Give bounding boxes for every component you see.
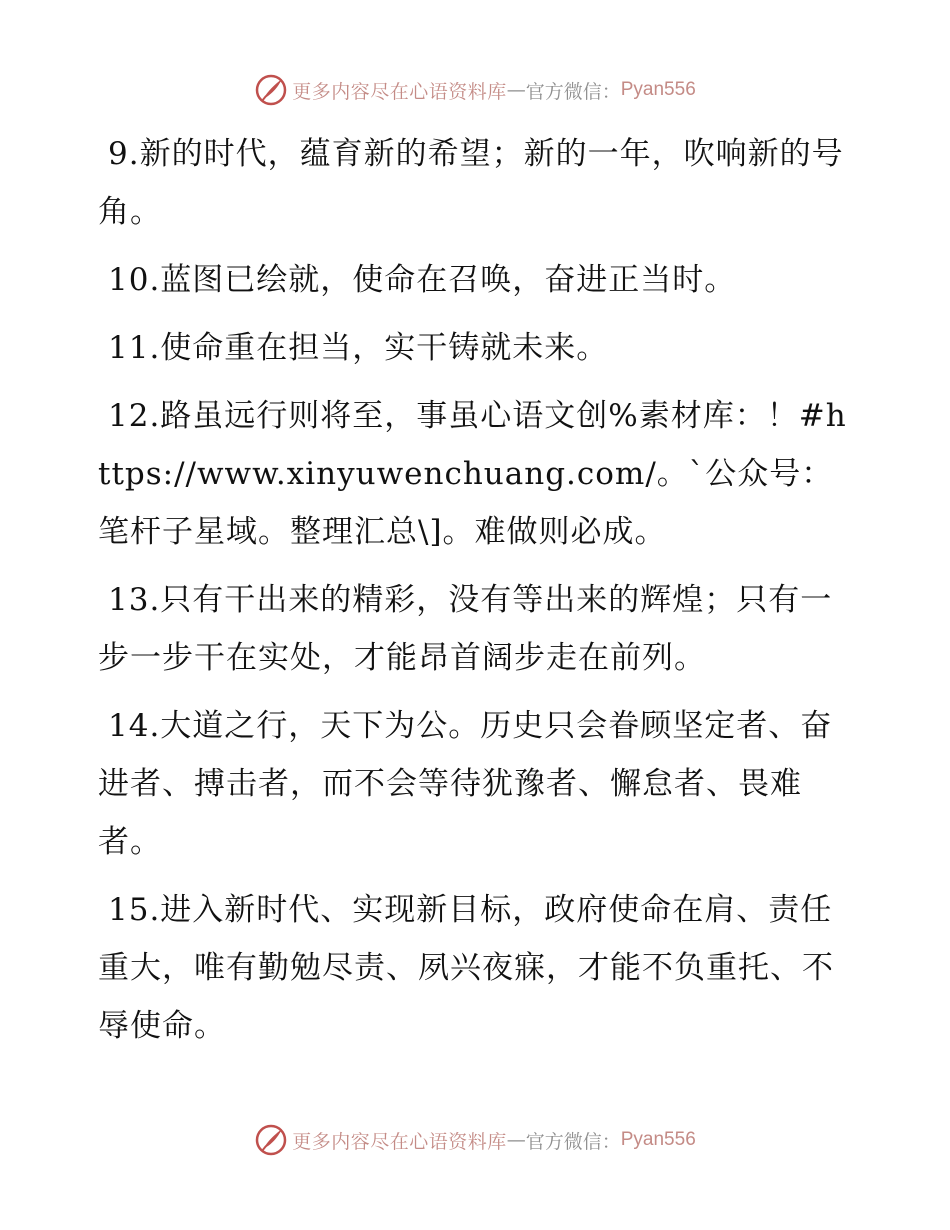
footer-wechat-id: Pyan556 [620, 1129, 696, 1150]
paragraph-10: 10.蓝图已绘就，使命在召唤，奋进正当时。 [108, 262, 737, 298]
header-separator: — [506, 79, 526, 101]
paragraph-11: 11.使命重在担当，实干铸就未来。 [108, 330, 609, 366]
header-banner [0, 68, 950, 112]
header-slogan: 更多内容尽在心语资料库 [292, 80, 507, 103]
paragraph-13: 13.只有干出来的精彩，没有等出来的辉煌；只有一步一步干在实处，才能昂首阔步走在前列。 [98, 582, 833, 676]
footer-separator: — [506, 1129, 526, 1151]
header-wechat-id: Pyan556 [620, 79, 696, 100]
paragraph-14: 14.大道之行，天下为公。历史只会眷顾坚定者、奋进者、搏击者，而不会等待犹豫者、懈怠者、畏难者。 [98, 708, 833, 860]
document-body [98, 125, 858, 1065]
footer-slogan: 更多内容尽在心语资料库 [292, 1130, 507, 1153]
quill-logo-icon [254, 73, 288, 107]
footer-banner [0, 1118, 950, 1162]
paragraph-15: 15.进入新时代、实现新目标，政府使命在肩、责任重大，唯有勤勉尽责、夙兴夜寐，才能不负重托、不辱使命。 [98, 892, 834, 1044]
paragraph-12: 12.路虽远行则将至，事虽心语文创%素材库：！#https://www.xinyuwenchuang.com/。`公众号：笔杆子星域。整理汇总\]。难做则必成。 [98, 398, 847, 550]
footer-wechat-label: 官方微信： [525, 1130, 621, 1153]
paragraph-9: 9.新的时代，蕴育新的希望；新的一年，吹响新的号角。 [98, 136, 844, 230]
quill-logo-icon [254, 1123, 288, 1157]
header-wechat-label: 官方微信： [525, 80, 621, 103]
